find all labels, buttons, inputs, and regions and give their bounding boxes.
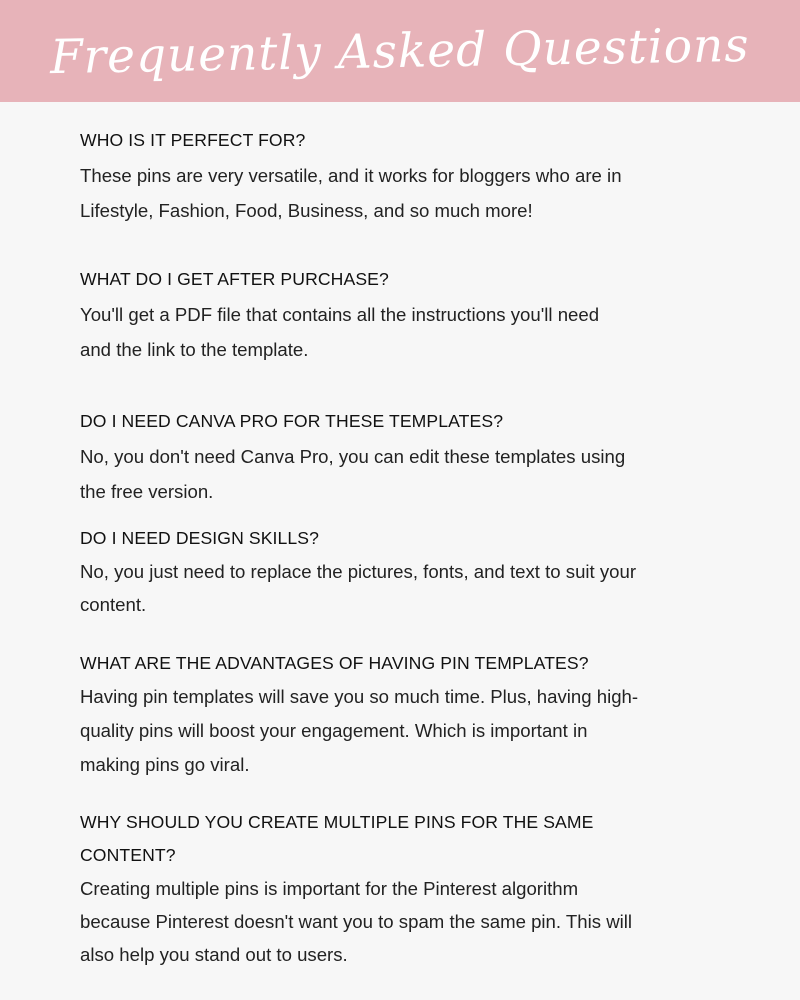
faq-answer-line: quality pins will boost your engagement. Which is important in: [80, 720, 588, 741]
faq-question: WHO IS IT PERFECT FOR?: [80, 130, 306, 150]
faq-question: DO I NEED DESIGN SKILLS?: [80, 528, 320, 548]
faq-header-banner: [0, 0, 800, 102]
faq-item-multiple-pins: [80, 806, 740, 971]
faq-answer-line: content.: [80, 594, 147, 615]
faq-answer-line: No, you just need to replace the pictures, fonts, and text to suit your: [80, 561, 637, 582]
faq-answer-line: Lifestyle, Fashion, Food, Business, and so much more!: [80, 200, 533, 221]
faq-question-line: CONTENT?: [80, 845, 176, 865]
faq-item-perfect-for: [80, 123, 740, 228]
faq-item-after-purchase: [80, 262, 740, 367]
faq-answer-line: You'll get a PDF file that contains all the instructions you'll need: [80, 304, 600, 325]
faq-answer-line: making pins go viral.: [80, 754, 250, 775]
faq-answer-line: also help you stand out to users.: [80, 944, 348, 965]
faq-question: WHAT ARE THE ADVANTAGES OF HAVING PIN TEMPLATES?: [80, 653, 589, 673]
faq-answer-line: No, you don't need Canva Pro, you can edit these templates using: [80, 446, 626, 467]
faq-answer-line: and the link to the template.: [80, 339, 309, 360]
faq-answer-line: the free version.: [80, 481, 214, 502]
faq-answer-line: These pins are very versatile, and it works for bloggers who are in: [80, 165, 622, 186]
faq-item-advantages: [80, 646, 740, 782]
faq-answer-line: because Pinterest doesn't want you to spam the same pin. This will: [80, 911, 633, 932]
faq-question: WHAT DO I GET AFTER PURCHASE?: [80, 269, 389, 289]
faq-question-line: WHY SHOULD YOU CREATE MULTIPLE PINS FOR THE SAME: [80, 812, 594, 832]
page-title: Frequently Asked Questions: [49, 17, 751, 85]
faq-question: DO I NEED CANVA PRO FOR THESE TEMPLATES?: [80, 411, 504, 431]
faq-answer-line: Having pin templates will save you so much time. Plus, having high-: [80, 686, 639, 707]
faq-item-design-skills: [80, 522, 740, 621]
faq-answer-line: Creating multiple pins is important for the Pinterest algorithm: [80, 878, 579, 899]
faq-item-canva-pro: [80, 404, 740, 509]
